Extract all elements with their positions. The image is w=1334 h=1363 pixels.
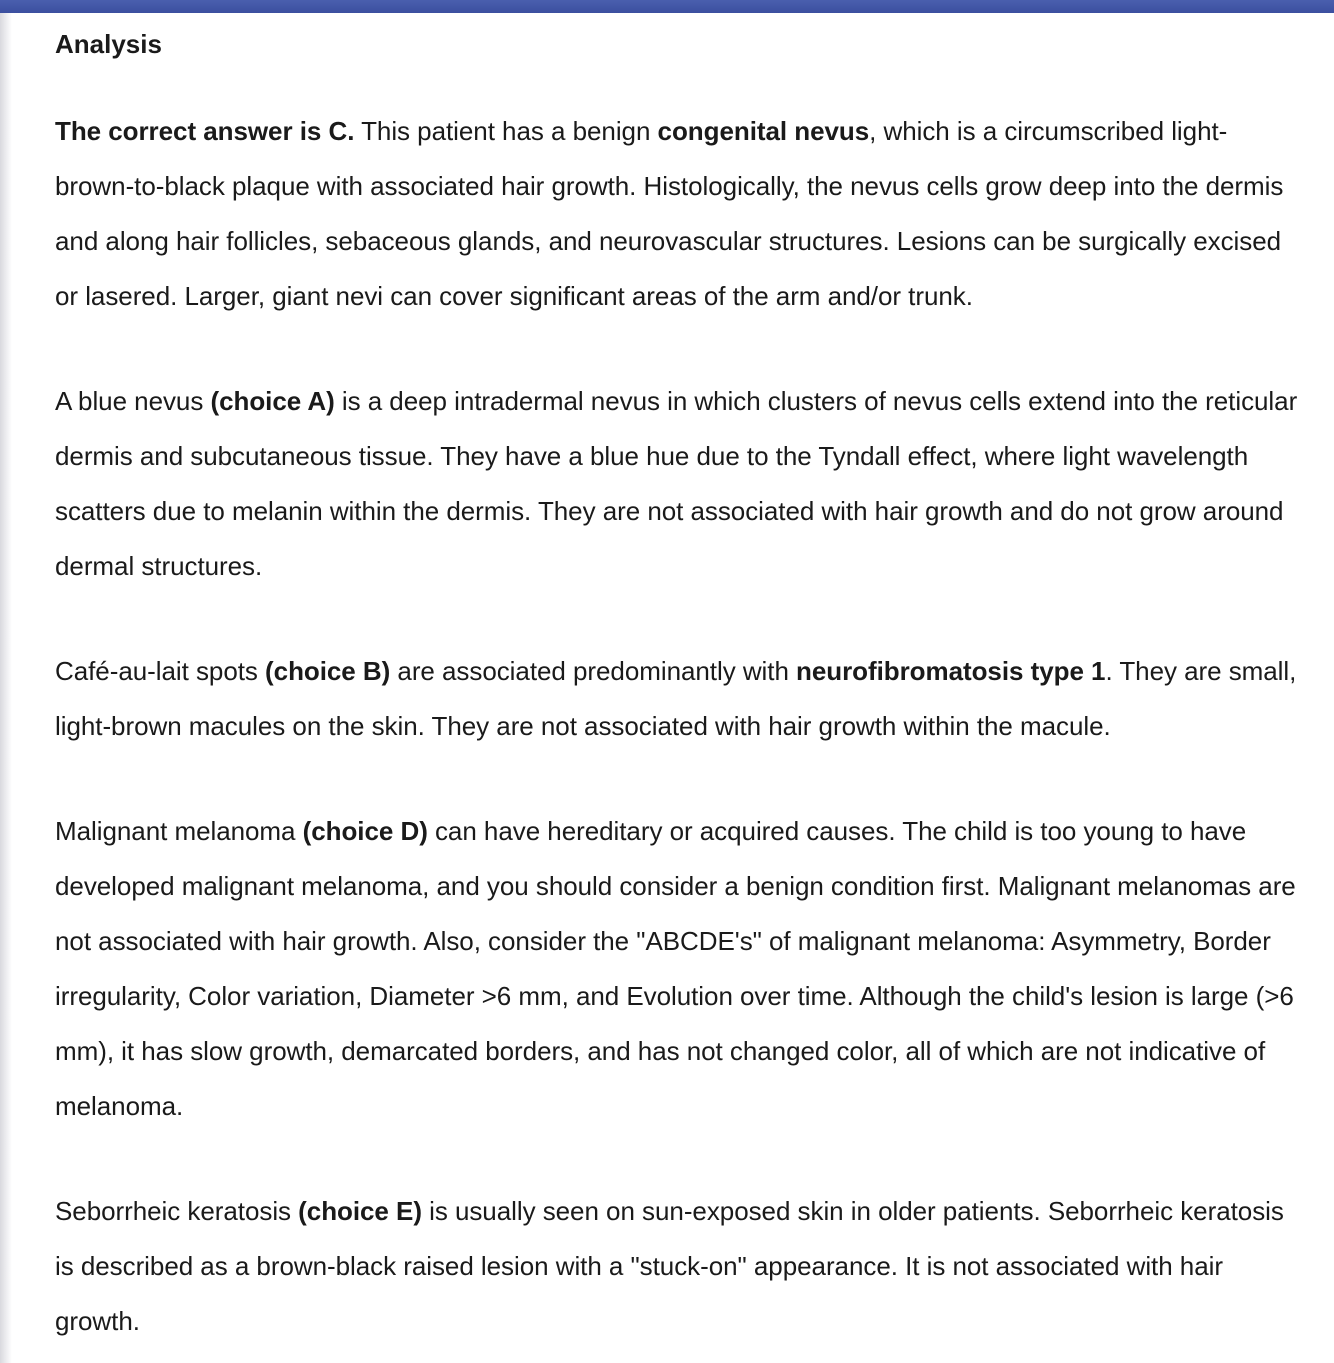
explanation-text: A blue nevus [55,386,211,416]
explanation-text: is a deep intradermal nevus in which clusters of nevus cells extend into the reticular dermis and subcutaneous tissue. They have a blue hue due to the Tyndall effect, where light wavelength scatters due to melanin within the dermis. They are not associated with hair growth and do not grow around dermal structures. [55,386,1298,581]
choice-label: (choice A) [210,386,335,416]
explanation-text: This patient has a benign [354,116,658,146]
explanation-choice-b [55,644,1305,754]
choice-label: (choice B) [265,656,391,686]
analysis-heading: Analysis [55,29,162,59]
explanation-text: Seborrheic keratosis [55,1196,299,1226]
left-edge-shadow [0,13,12,1363]
key-term: congenital nevus [657,116,870,146]
explanation-text: , which is a circumscribed light-brown-to-black plaque with associated hair growth. Histologically, the nevus cells grow deep into the dermis and along hair follicles, sebaceous glands, and neurovascular structures. Lesions can be surgically excised or lasered. Larger, giant nevi can cover significant areas of the arm and/or trunk. [55,116,1284,311]
analysis-panel [55,24,1305,1349]
explanation-text: are associated predominantly with [390,656,797,686]
top-header-bar [0,0,1334,13]
choice-label: (choice E) [298,1196,422,1226]
explanation-correct-answer [55,104,1305,324]
choice-label: (choice D) [302,816,428,846]
explanation-text: is usually seen on sun-exposed skin in older patients. Seborrheic keratosis is described as a brown-black raised lesion with a "stuck-on" appearance. It is not associated with hair growth. [55,1196,1284,1336]
explanation-text: Malignant melanoma [55,816,303,846]
explanation-choice-d [55,804,1305,1134]
correct-answer-statement: The correct answer is C. [55,116,355,146]
explanation-text: can have hereditary or acquired causes. The child is too young to have developed malignant melanoma, and you should consider a benign condition first. Malignant melanomas are not associated with hair growth. Also, consider the "ABCDE's" of malignant melanoma: Asymmetry, Border irregularity, Color variation, Diameter >6 mm, and Evolution over time. Although the child's lesion is large (>6 mm), it has slow growth, demarcated borders, and has not changed color, all of which are not indicative of melanoma. [55,816,1296,1121]
explanation-text: . They are small, light-brown macules on the skin. They are not associated with hair growth within the macule. [55,656,1297,741]
explanation-choice-e [55,1184,1305,1349]
explanation-text: Café-au-lait spots [55,656,266,686]
key-term: neurofibromatosis type 1 [796,656,1106,686]
explanation-choice-a [55,374,1305,594]
